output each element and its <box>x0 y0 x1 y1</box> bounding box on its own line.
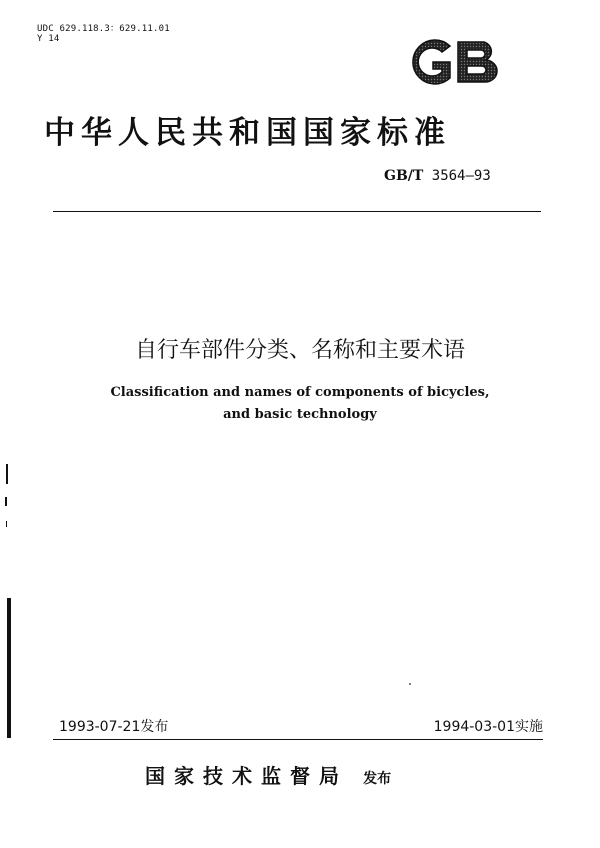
scan-artifact <box>6 464 8 484</box>
document-title-english-line1: Classification and names of components of bicycles, <box>110 385 490 400</box>
bottom-divider <box>53 739 543 740</box>
top-divider <box>53 211 541 212</box>
document-title-english-line2: and basic technology <box>223 407 377 422</box>
issue-action: 发布 <box>363 771 392 787</box>
scan-speck <box>409 683 411 685</box>
standard-code <box>384 168 491 184</box>
scan-artifact <box>6 521 7 527</box>
standard-code-prefix: GB/T <box>384 168 424 184</box>
scan-artifact <box>7 598 11 738</box>
gb-logo <box>400 36 506 88</box>
document-title-chinese: 自行车部件分类、名称和主要术语 <box>134 338 465 363</box>
scan-artifact <box>5 497 7 506</box>
gb-logo-graphic <box>400 36 506 88</box>
dates-row <box>55 716 543 734</box>
issuing-organization: 国家技术监督局 <box>145 764 348 788</box>
udc-category: Y 14 <box>37 34 60 44</box>
udc-classification <box>37 24 170 44</box>
issuer-line <box>145 760 391 789</box>
udc-code: UDC 629.118.3：629.11.01 <box>37 24 170 34</box>
issue-date: 1993-07-21发布 <box>59 719 169 735</box>
effective-date: 1994-03-01实施 <box>433 719 543 735</box>
document-title-english <box>0 382 600 426</box>
standard-code-number: 3564—93 <box>431 168 491 184</box>
national-standard-title: 中华人民共和国国家标准 <box>44 115 451 151</box>
